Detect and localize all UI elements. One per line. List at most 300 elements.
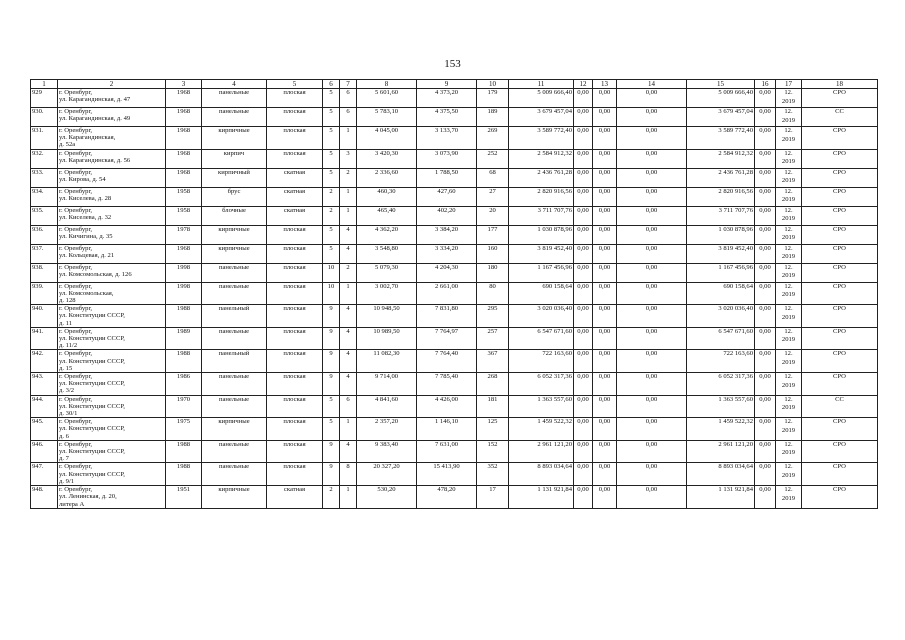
period-cell-line: 12. (784, 395, 793, 403)
cost-cell: 6 052 317,36 (509, 373, 574, 396)
table-row (31, 149, 878, 168)
residents-cell: 177 (477, 225, 509, 244)
residential-area-cell: 1 788,50 (417, 168, 477, 187)
value-cell: 0,00 (593, 373, 617, 396)
total-area-cell: 3 420,30 (357, 149, 417, 168)
wall-material-cell: панельные (202, 440, 267, 463)
address-cell (58, 486, 166, 509)
table-row (31, 440, 878, 463)
wall-material-cell: панельные (202, 282, 267, 305)
value-cell: 0,00 (617, 206, 687, 225)
floors-cell: 5 (323, 89, 340, 108)
value-cell: 0,00 (574, 89, 593, 108)
cost-cell: 3 819 452,40 (509, 244, 574, 263)
residential-area-cell: 4 204,30 (417, 263, 477, 282)
entrances-cell: 4 (340, 244, 357, 263)
period-cell-line: 2019 (781, 234, 796, 242)
entrances-cell: 1 (340, 206, 357, 225)
residents-cell: 257 (477, 327, 509, 350)
address-cell (58, 108, 166, 127)
method-cell: СРО (802, 187, 878, 206)
wall-material-cell: кирпичные (202, 127, 267, 150)
year-cell: 1975 (166, 418, 202, 441)
period-cell-line: 2019 (781, 215, 796, 223)
period-cell-line: 2019 (781, 272, 796, 280)
floors-cell: 5 (323, 395, 340, 418)
table-row (31, 263, 878, 282)
cost-cell: 1 131 921,84 (509, 486, 574, 509)
residents-cell: 27 (477, 187, 509, 206)
floors-cell: 5 (323, 149, 340, 168)
row-number-cell: 935. (31, 206, 58, 225)
total-area-cell: 9 383,40 (357, 440, 417, 463)
address-cell-line: г. Оренбург, (59, 108, 93, 115)
residents-cell: 80 (477, 282, 509, 305)
address-cell-line: д. 128 (59, 297, 76, 305)
owner-funds-cell: 1 363 557,60 (687, 395, 755, 418)
value-cell: 0,00 (593, 206, 617, 225)
residential-area-cell: 1 146,10 (417, 418, 477, 441)
residential-area-cell: 2 661,00 (417, 282, 477, 305)
residential-area-cell: 3 384,20 (417, 225, 477, 244)
total-area-cell: 11 082,30 (357, 350, 417, 373)
roof-type-cell: плоская (267, 350, 323, 373)
value-cell: 0,00 (574, 486, 593, 509)
roof-type-cell: скатная (267, 187, 323, 206)
year-cell: 1988 (166, 463, 202, 486)
table-row (31, 225, 878, 244)
owner-funds-cell: 1 131 921,84 (687, 486, 755, 509)
value-cell: 0,00 (574, 440, 593, 463)
period-cell-line: 12. (784, 418, 793, 426)
wall-material-cell: кирпичный (202, 168, 267, 187)
address-cell (58, 149, 166, 168)
address-cell-line: ул. Ленинская, д. 20, (59, 493, 117, 501)
total-area-cell: 5 079,30 (357, 263, 417, 282)
residents-cell: 181 (477, 395, 509, 418)
period-cell-line: 2019 (781, 158, 796, 166)
wall-material-cell: панельные (202, 395, 267, 418)
period-cell-line: 12. (784, 263, 793, 271)
period-cell (776, 440, 802, 463)
address-cell (58, 350, 166, 373)
year-cell: 1989 (166, 327, 202, 350)
column-number: 8 (357, 80, 417, 89)
entrances-cell: 1 (340, 418, 357, 441)
address-cell-line: г. Оренбург, (59, 149, 93, 157)
value-cell: 0,00 (617, 350, 687, 373)
address-cell-line: г. Оренбург, (59, 187, 93, 195)
value-cell: 0,00 (574, 206, 593, 225)
address-cell (58, 263, 166, 282)
row-number-cell: 945. (31, 418, 58, 441)
roof-type-cell: плоская (267, 108, 323, 127)
owner-funds-cell: 6 547 671,60 (687, 327, 755, 350)
year-cell: 1988 (166, 440, 202, 463)
roof-type-cell: плоская (267, 127, 323, 150)
value-cell: 0,00 (593, 187, 617, 206)
value-cell: 0,00 (574, 187, 593, 206)
roof-type-cell: плоская (267, 440, 323, 463)
period-cell-line: 12. (784, 244, 793, 252)
method-cell: СРО (802, 373, 878, 396)
value-cell: 0,00 (755, 418, 776, 441)
column-number: 10 (477, 80, 509, 89)
value-cell: 0,00 (755, 373, 776, 396)
address-cell-line: д. 52а (59, 141, 76, 149)
owner-funds-cell: 2 961 121,20 (687, 440, 755, 463)
cost-cell: 1 030 878,96 (509, 225, 574, 244)
address-cell-line: ул. Карагандинская, д. 47 (59, 96, 131, 104)
method-cell: СРО (802, 206, 878, 225)
year-cell: 1988 (166, 350, 202, 373)
residents-cell: 268 (477, 373, 509, 396)
period-cell-line: 2019 (781, 253, 796, 261)
owner-funds-cell: 2 584 912,32 (687, 149, 755, 168)
period-cell-line: 12. (784, 168, 793, 176)
address-cell (58, 395, 166, 418)
floors-cell: 9 (323, 440, 340, 463)
period-cell-line: 12. (784, 149, 793, 157)
row-number-cell: 941. (31, 327, 58, 350)
address-cell-line: г. Оренбург, (59, 463, 93, 471)
residents-cell: 179 (477, 89, 509, 108)
value-cell: 0,00 (593, 168, 617, 187)
total-area-cell: 4 045,00 (357, 127, 417, 150)
roof-type-cell: скатная (267, 206, 323, 225)
row-number-cell: 934. (31, 187, 58, 206)
address-cell-line: ул. Конституции СССР, (59, 380, 125, 388)
year-cell: 1968 (166, 127, 202, 150)
table-row (31, 486, 878, 509)
residents-cell: 68 (477, 168, 509, 187)
method-cell: СРО (802, 127, 878, 150)
owner-funds-cell: 3 020 036,40 (687, 305, 755, 328)
value-cell: 0,00 (593, 395, 617, 418)
value-cell: 0,00 (755, 350, 776, 373)
value-cell: 0,00 (617, 149, 687, 168)
roof-type-cell: плоская (267, 373, 323, 396)
address-cell-line: г. Оренбург, (59, 350, 93, 358)
owner-funds-cell: 722 163,60 (687, 350, 755, 373)
value-cell: 0,00 (574, 305, 593, 328)
method-cell: СС (802, 108, 878, 127)
period-cell-line: 12. (784, 206, 793, 214)
period-cell-line: 12. (784, 89, 793, 96)
total-area-cell: 10 948,50 (357, 305, 417, 328)
period-cell-line: 2019 (781, 177, 796, 185)
value-cell: 0,00 (593, 244, 617, 263)
period-cell (776, 244, 802, 263)
residential-area-cell: 7 831,80 (417, 305, 477, 328)
residential-area-cell: 7 764,97 (417, 327, 477, 350)
address-cell-line: д. 7 (59, 455, 69, 463)
address-cell-line: ул. Киселева, д. 32 (59, 213, 112, 221)
entrances-cell: 1 (340, 486, 357, 509)
owner-funds-cell: 1 030 878,96 (687, 225, 755, 244)
entrances-cell: 1 (340, 282, 357, 305)
method-cell: СРО (802, 327, 878, 350)
period-cell (776, 395, 802, 418)
address-cell (58, 282, 166, 305)
total-area-cell: 465,40 (357, 206, 417, 225)
period-cell-line: 12. (784, 108, 793, 115)
period-cell-line: 2019 (781, 494, 796, 502)
floors-cell: 10 (323, 263, 340, 282)
address-cell-line: г. Оренбург, (59, 263, 93, 271)
floors-cell: 2 (323, 206, 340, 225)
total-area-cell: 3 548,80 (357, 244, 417, 263)
year-cell: 1951 (166, 486, 202, 509)
cost-cell: 690 158,64 (509, 282, 574, 305)
value-cell: 0,00 (755, 225, 776, 244)
address-cell-line: ул. Кольцевая, д. 21 (59, 251, 115, 259)
wall-material-cell: кирпичные (202, 225, 267, 244)
floors-cell: 9 (323, 373, 340, 396)
period-cell (776, 108, 802, 127)
value-cell: 0,00 (574, 149, 593, 168)
table-row (31, 463, 878, 486)
address-cell (58, 440, 166, 463)
address-cell (58, 127, 166, 150)
table-row (31, 206, 878, 225)
address-cell-line: д. 3/2 (59, 387, 75, 395)
wall-material-cell: кирпичные (202, 418, 267, 441)
value-cell: 0,00 (574, 327, 593, 350)
period-cell-line: 2019 (781, 196, 796, 204)
row-number-cell: 939. (31, 282, 58, 305)
period-cell (776, 263, 802, 282)
period-cell (776, 149, 802, 168)
owner-funds-cell: 3 819 452,40 (687, 244, 755, 263)
address-cell-line: ул. Конституции СССР, (59, 402, 125, 410)
method-cell: СРО (802, 225, 878, 244)
period-cell-line: 12. (784, 327, 793, 335)
residents-cell: 20 (477, 206, 509, 225)
address-cell-line: ул. Кирова, д. 54 (59, 175, 106, 183)
value-cell: 0,00 (755, 327, 776, 350)
residential-area-cell: 3 133,70 (417, 127, 477, 150)
period-cell-line: 2019 (781, 313, 796, 321)
row-number-cell: 943. (31, 373, 58, 396)
year-cell: 1998 (166, 282, 202, 305)
address-cell-line: г. Оренбург, (59, 440, 93, 448)
method-cell: СС (802, 395, 878, 418)
cost-cell: 1 363 557,60 (509, 395, 574, 418)
total-area-cell: 20 327,20 (357, 463, 417, 486)
method-cell: СРО (802, 168, 878, 187)
table-row (31, 108, 878, 127)
value-cell: 0,00 (574, 350, 593, 373)
value-cell: 0,00 (617, 282, 687, 305)
total-area-cell: 530,20 (357, 486, 417, 509)
method-cell: СРО (802, 149, 878, 168)
cost-cell: 3 589 772,40 (509, 127, 574, 150)
residents-cell: 252 (477, 149, 509, 168)
value-cell: 0,00 (574, 263, 593, 282)
floors-cell: 5 (323, 225, 340, 244)
owner-funds-cell: 2 820 916,56 (687, 187, 755, 206)
column-number: 2 (58, 80, 166, 89)
period-cell (776, 418, 802, 441)
period-cell (776, 350, 802, 373)
year-cell: 1970 (166, 395, 202, 418)
floors-cell: 5 (323, 127, 340, 150)
address-cell-line: д. 6 (59, 432, 69, 440)
wall-material-cell: панельный (202, 305, 267, 328)
cost-cell: 2 436 761,28 (509, 168, 574, 187)
address-cell-line: г. Оренбург, (59, 168, 93, 176)
address-cell-line: г. Оренбург, (59, 89, 93, 96)
residential-area-cell: 4 426,00 (417, 395, 477, 418)
value-cell: 0,00 (593, 305, 617, 328)
value-cell: 0,00 (617, 127, 687, 150)
cost-cell: 8 893 034,64 (509, 463, 574, 486)
column-number: 17 (776, 80, 802, 89)
row-number-cell: 948. (31, 486, 58, 509)
table-row (31, 305, 878, 328)
value-cell: 0,00 (755, 127, 776, 150)
address-cell-line: ул. Комсомольская, (59, 289, 114, 297)
period-cell (776, 187, 802, 206)
owner-funds-cell: 1 167 456,96 (687, 263, 755, 282)
period-cell-line: 2019 (781, 135, 796, 143)
value-cell: 0,00 (755, 305, 776, 328)
page-number: 153 (444, 58, 461, 70)
address-cell (58, 418, 166, 441)
residents-cell: 125 (477, 418, 509, 441)
column-number: 9 (417, 80, 477, 89)
row-number-cell: 947. (31, 463, 58, 486)
value-cell: 0,00 (574, 108, 593, 127)
period-cell-line: 12. (784, 486, 793, 494)
value-cell: 0,00 (617, 418, 687, 441)
residential-area-cell: 7 785,40 (417, 373, 477, 396)
column-number: 1 (31, 80, 58, 89)
value-cell: 0,00 (617, 305, 687, 328)
period-cell-line: 2019 (781, 336, 796, 344)
entrances-cell: 2 (340, 263, 357, 282)
address-cell-line: г. Оренбург, (59, 244, 93, 252)
floors-cell: 10 (323, 282, 340, 305)
address-cell-line: литера А (59, 500, 85, 508)
cost-cell: 3 679 457,04 (509, 108, 574, 127)
address-cell (58, 168, 166, 187)
cost-cell: 722 163,60 (509, 350, 574, 373)
roof-type-cell: плоская (267, 244, 323, 263)
year-cell: 1958 (166, 187, 202, 206)
value-cell: 0,00 (617, 395, 687, 418)
column-number: 7 (340, 80, 357, 89)
year-cell: 1986 (166, 373, 202, 396)
value-cell: 0,00 (755, 168, 776, 187)
value-cell: 0,00 (755, 206, 776, 225)
wall-material-cell: панельные (202, 463, 267, 486)
period-cell-line: 2019 (781, 426, 796, 434)
value-cell: 0,00 (755, 395, 776, 418)
value-cell: 0,00 (755, 108, 776, 127)
entrances-cell: 4 (340, 305, 357, 328)
entrances-cell: 4 (340, 350, 357, 373)
entrances-cell: 6 (340, 108, 357, 127)
row-number-cell: 944. (31, 395, 58, 418)
table-row (31, 168, 878, 187)
value-cell: 0,00 (593, 127, 617, 150)
period-cell (776, 282, 802, 305)
column-number: 4 (202, 80, 267, 89)
method-cell: СРО (802, 463, 878, 486)
year-cell: 1968 (166, 89, 202, 108)
row-number-cell: 938. (31, 263, 58, 282)
owner-funds-cell: 6 052 317,36 (687, 373, 755, 396)
floors-cell: 2 (323, 486, 340, 509)
address-cell-line: д. 11 (59, 319, 73, 327)
total-area-cell: 4 841,60 (357, 395, 417, 418)
value-cell: 0,00 (593, 263, 617, 282)
row-number-cell: 930. (31, 108, 58, 127)
address-cell-line: ул. Конституции СССР, (59, 448, 125, 456)
entrances-cell: 4 (340, 440, 357, 463)
address-cell-line: ул. Киселева, д. 28 (59, 194, 112, 202)
value-cell: 0,00 (574, 127, 593, 150)
address-cell-line: д. 30/1 (59, 410, 78, 418)
period-cell-line: 2019 (781, 449, 796, 457)
year-cell: 1978 (166, 225, 202, 244)
wall-material-cell: панельные (202, 263, 267, 282)
address-cell (58, 206, 166, 225)
entrances-cell: 4 (340, 327, 357, 350)
entrances-cell: 1 (340, 127, 357, 150)
residents-cell: 180 (477, 263, 509, 282)
value-cell: 0,00 (574, 395, 593, 418)
wall-material-cell: кирпич (202, 149, 267, 168)
residential-area-cell: 427,60 (417, 187, 477, 206)
owner-funds-cell: 2 436 761,28 (687, 168, 755, 187)
value-cell: 0,00 (593, 89, 617, 108)
residential-area-cell: 3 073,90 (417, 149, 477, 168)
period-cell (776, 373, 802, 396)
period-cell-line: 2019 (781, 472, 796, 480)
residential-area-cell: 7 631,00 (417, 440, 477, 463)
value-cell: 0,00 (617, 108, 687, 127)
period-cell (776, 463, 802, 486)
address-cell-line: ул. Карагандинская, (59, 134, 116, 142)
address-cell-line: г. Оренбург, (59, 418, 93, 426)
address-cell (58, 89, 166, 108)
value-cell: 0,00 (593, 418, 617, 441)
column-number: 12 (574, 80, 593, 89)
owner-funds-cell: 690 158,64 (687, 282, 755, 305)
cost-cell: 6 547 671,60 (509, 327, 574, 350)
value-cell: 0,00 (593, 225, 617, 244)
row-number-cell: 940. (31, 305, 58, 328)
cost-cell: 2 584 912,32 (509, 149, 574, 168)
address-cell-line: ул. Конституции СССР, (59, 312, 125, 320)
address-cell (58, 327, 166, 350)
period-cell-line: 12. (784, 127, 793, 134)
row-number-cell: 946. (31, 440, 58, 463)
cost-cell: 2 820 916,56 (509, 187, 574, 206)
address-cell-line: ул. Карагандинская, д. 56 (59, 156, 131, 164)
address-cell-line: ул. Конституции СССР, (59, 470, 125, 478)
residential-area-cell: 15 413,90 (417, 463, 477, 486)
roof-type-cell: плоская (267, 225, 323, 244)
value-cell: 0,00 (755, 244, 776, 263)
floors-cell: 9 (323, 305, 340, 328)
value-cell: 0,00 (574, 418, 593, 441)
table-body (31, 89, 878, 509)
total-area-cell: 5 783,10 (357, 108, 417, 127)
